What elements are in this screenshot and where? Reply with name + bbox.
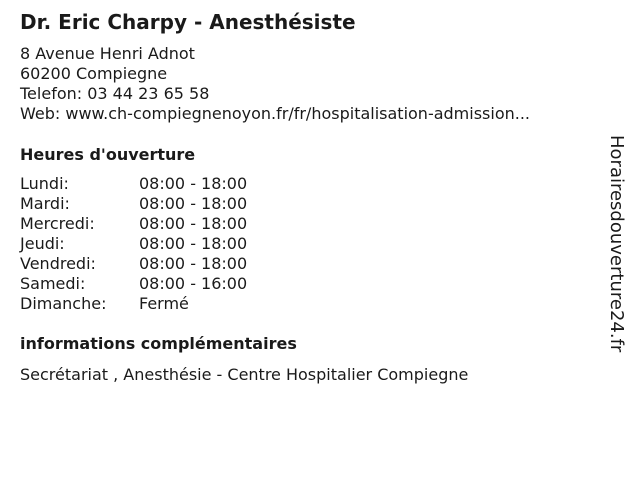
time-range: Fermé xyxy=(139,294,189,313)
time-range: 08:00 - 16:00 xyxy=(139,274,248,293)
time-range: 08:00 - 18:00 xyxy=(139,174,248,193)
address-block xyxy=(20,44,530,124)
day-label: Lundi: xyxy=(20,174,69,193)
day-label: Mardi: xyxy=(20,194,70,213)
time-range: 08:00 - 18:00 xyxy=(139,234,248,253)
time-range: 08:00 - 18:00 xyxy=(139,214,248,233)
street-address: 8 Avenue Henri Adnot xyxy=(20,44,195,63)
page-title: Dr. Eric Charpy - Anesthésiste xyxy=(20,10,356,34)
day-label: Vendredi: xyxy=(20,254,96,273)
website-link[interactable]: Web: www.ch-compiegnenoyon.fr/fr/hospitalisation-admission... xyxy=(20,104,531,123)
day-label: Mercredi: xyxy=(20,214,95,233)
postal-city: 60200 Compiegne xyxy=(20,64,168,83)
time-range: 08:00 - 18:00 xyxy=(139,254,248,273)
additional-info-heading: informations complémentaires xyxy=(20,334,297,353)
opening-hours-heading: Heures d'ouverture xyxy=(20,145,196,164)
day-label: Dimanche: xyxy=(20,294,107,313)
day-label: Jeudi: xyxy=(20,234,65,253)
site-watermark: Horairesdouverture24.fr xyxy=(606,135,627,353)
time-range: 08:00 - 18:00 xyxy=(139,194,248,213)
additional-info-text: Secrétariat , Anesthésie - Centre Hospitalier Compiegne xyxy=(20,365,469,384)
phone-number[interactable]: Telefon: 03 44 23 65 58 xyxy=(20,84,210,103)
day-label: Samedi: xyxy=(20,274,86,293)
